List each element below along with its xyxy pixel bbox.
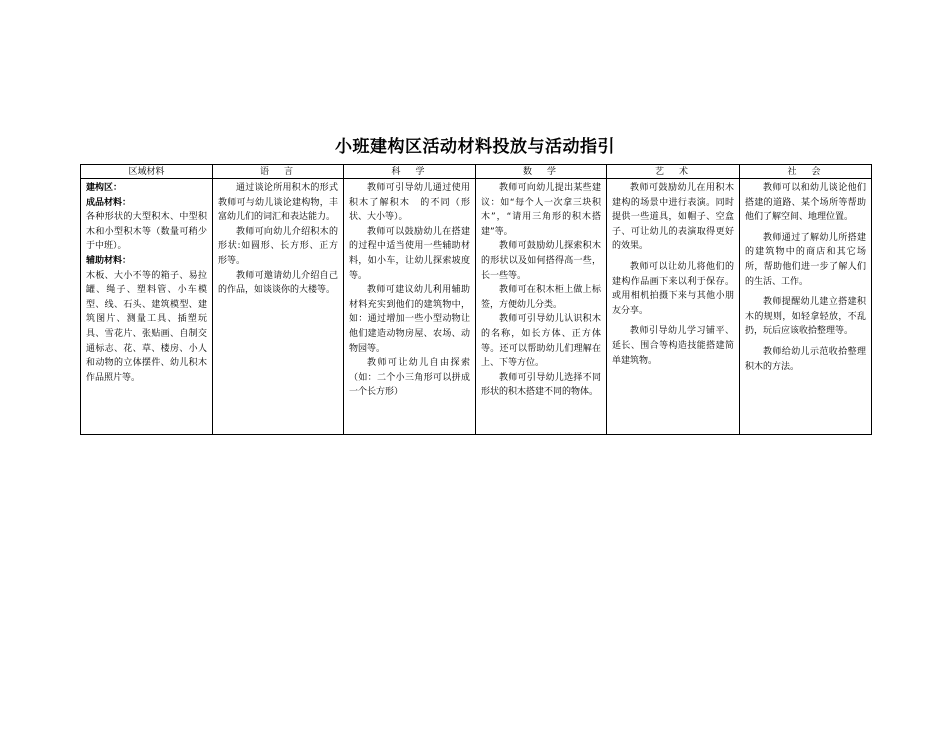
- science-paragraph: 教师可引导幼儿通过使用积木了解积木 的不同（形状、大小等）。: [349, 183, 470, 223]
- art-paragraph: 教师引导幼儿学习铺平、延长、围合等构造技能搭建简单建筑物。: [612, 326, 734, 366]
- science-paragraph: 教师可建议幼儿利用辅助材料充实到他们的建筑物中，如：通过增加一些小型动物让他们建造动物房屋、农场、动物园等。: [349, 285, 470, 354]
- math-paragraph: 教师可鼓励幼儿探索积木的形状以及如何搭得高一些，长一些等。: [481, 241, 601, 281]
- math-paragraph: 教师可在积木柜上做上标签，方便幼儿分类。: [481, 285, 601, 310]
- language-paragraph: 教师可向幼儿介绍积木的形状:如圆形、长方形、正方形等。: [218, 226, 338, 266]
- language-paragraph: 通过谈论所用积木的形式教师可与幼儿谈论建构物，丰富幼儿们的词汇和表达能力。: [218, 183, 338, 223]
- math-paragraph: 教师可引导幼儿选择不同形状的积木搭建不同的物体。: [481, 372, 601, 398]
- art-paragraph: 教师可以让幼儿将他们的建构作品画下来以利于保存。或用相机拍摄下来与其他小朋友分享。: [612, 261, 734, 316]
- social-cell: [740, 179, 872, 435]
- header-art: 艺 术: [607, 165, 740, 179]
- social-paragraph: 教师通过了解幼儿所搭建的建筑物中的商店和其它场所，帮助他们进一步了解人们的生活、工作。: [745, 232, 866, 287]
- header-math: 数 学: [476, 165, 607, 179]
- header-science: 科 学: [344, 165, 476, 179]
- content-row: [81, 179, 872, 435]
- aux-materials-text: 木板、大小不等的箱子、易拉罐、绳子、塑料管、小车模型、线、石头、建筑模型、建筑图片、测量工具、插塑玩具、雪花片、张贴画、自制交通标志、花、草、楼房、小人和动物的立体摆件、幼儿积木作品照片等。: [86, 270, 207, 383]
- header-materials: 区域材料: [81, 165, 213, 179]
- main-materials-label: 成品材料：: [86, 197, 132, 208]
- zone-label: 建构区：: [86, 183, 123, 193]
- page-title: 小班建构区活动材料投放与活动指引: [335, 137, 615, 157]
- materials-cell: [81, 179, 213, 435]
- math-cell: [476, 179, 607, 435]
- math-paragraph: 教师可引导幼儿认识积木的名称，如长方体、正方体等。还可以帮助幼儿们理解在上、下等方位。: [481, 314, 601, 369]
- language-paragraph: 教师可邀请幼儿介绍自己的作品，如谈谈你的大楼等。: [218, 270, 338, 296]
- art-cell: [607, 179, 740, 435]
- header-social: 社 会: [740, 165, 872, 179]
- social-paragraph: 教师可以和幼儿谈论他们搭建的道路、某个场所等帮助他们了解空间、地理位置。: [745, 183, 866, 223]
- header-row: [81, 165, 872, 179]
- activity-guide-table: [80, 164, 872, 435]
- social-paragraph: 教师给幼儿示范收拾整理积木的方法。: [745, 346, 866, 372]
- language-cell: [213, 179, 344, 435]
- science-paragraph: 教师可让幼儿自由探索（如：二个小三角形可以拼成一个长方形）: [349, 358, 470, 398]
- aux-materials-label: 辅助材料：: [86, 255, 132, 266]
- art-paragraph: 教师可鼓励幼儿在用积木建构的场景中进行表演。同时提供一些道具，如帽子、空盒子、可让幼儿的表演取得更好的效果。: [612, 183, 734, 252]
- science-paragraph: 教师可以鼓励幼儿在搭建的过程中适当使用一些辅助材料，如小车，让幼儿探索坡度等。: [349, 226, 470, 281]
- science-cell: [344, 179, 476, 435]
- math-paragraph: 教师可向幼儿提出某些建议：如“每个人一次拿三块积木”，“请用三角形的积木搭建”等。: [481, 183, 601, 237]
- social-paragraph: 教师提醒幼儿建立搭建积木的规则，如轻拿轻放，不乱扔，玩后应该收拾整理等。: [745, 297, 866, 337]
- main-materials-text: 各种形状的大型积木、中型积木和小型积木等（数量可稍少于中班）。: [86, 212, 207, 252]
- header-language: 语 言: [213, 165, 344, 179]
